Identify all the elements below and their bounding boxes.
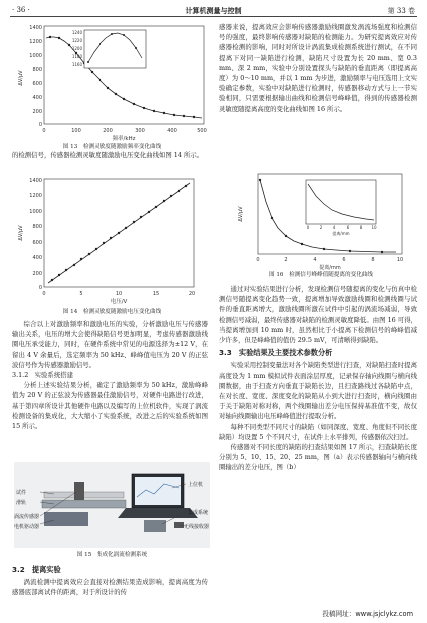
paragraph: 通过对实验结果进行分析，发现检测信号随提离的变化与仿真中检测信号随提离变化趋势一致，提离增加导致激励线圈和检测线圈与试件的垂直距离增大，激励线圈所激在试件中引起的涡流场减弱，导致检测信号减弱，最终传感器对缺陷的检测灵敏度降低。由图 16 可得，当提离增加到 10 mm 时，虽然相比于小提离下检测信号的峰峰值减少许多，但是峰峰值的值仍 29.5 mV，可清晰得到缺陷。 [219,285,417,345]
fig13-xlabel: 频率/kHz [112,136,136,142]
left-para-1 [12,150,208,160]
fig15-caption: 图 15 集成化涡流检测系统 [76,552,148,558]
fig14-xtick: 0 [42,291,46,297]
fig16-inset-xtick: 0 [306,225,310,230]
fig16-xtick: 8 [371,257,375,263]
figure-15 [14,462,210,558]
paragraph: 综合以上对激励频率和激励电压的实验，分析激励电压与传感器输出关系，电压的增大会使得缺陷信号更加明显，考虑传感器激励线圈电压承受能力，同时，在硬件系统中常见的电源选择为±12 V，在留出 4 V 余量后，选定频率为 50 kHz、峰峰值电压为 20 V 的正弦波信号作为传感器激励信号。 [12,320,208,369]
fig13-chart [14,22,210,142]
fig14-ytick: 800 [32,224,42,230]
fig14-ytick: 1200 [29,193,42,199]
fig13-ytick: 1000 [29,53,42,59]
footer-url: 投稿网址：www.jsjclykz.com [322,610,413,618]
fig15-label: 滑轨 [16,500,27,506]
journal-title: 计算机测量与控制 [185,6,242,15]
fig14-xtick: 10 [115,291,123,297]
figure-14 [14,173,210,315]
fig13-ytick: 0 [38,122,42,128]
fig14-ytick: 200 [32,271,42,277]
fig14-ytick: 400 [32,255,42,261]
paragraph: 传感器对不同长度的缺陷的扫查结果如图 17 所示，扫查缺陷长度分别为 5、10、15、20、25 mm，图（a）表示传感器轴向与横向线圈输出的差分电压，图（b） [219,443,417,472]
page-number: · 36 · [12,6,30,14]
fig13-inset-tick: 1160 [71,62,82,67]
fig13-xtick: 300 [135,128,145,134]
fig14-xlabel: 电压/V [110,299,128,305]
fig16-inset-xtick: 8 [359,225,363,230]
section-heading: 3.3 实验结果及主要技术参数分析 [219,348,333,358]
fig13-ytick: 800 [32,67,42,73]
fig13-ytick: 1200 [29,39,42,45]
fig16-chart [236,170,406,270]
fig13-inset-tick: 1200 [71,46,82,51]
fig13-ytick: 1400 [29,25,42,31]
fig13-inset-tick: 1240 [71,30,82,35]
fig14-ytick: 1400 [29,178,42,184]
paragraph: 的检测信号，传感器检测灵敏度随激励电压变化曲线如图 14 所示。 [12,151,204,159]
fig14-caption: 图 14 检测灵敏度随激励电压变化曲线 [62,309,162,315]
subsection-heading: 3.1.2 实验系统搭建 [12,371,73,380]
fig13-caption: 图 13 检测灵敏度随激励频率变化曲线 [62,144,162,150]
fig14-xtick: 20 [188,291,196,297]
fig13-ylabel: ΔV/μV [18,70,24,86]
fig13-ytick: 200 [32,109,42,115]
right-text-block-2 [219,284,417,473]
volume-number: 第 33 卷 [387,7,415,15]
fig16-xtick: 4 [313,257,317,263]
fig14-xtick: 5 [79,291,83,297]
fig15-label: 无线接收器 [184,524,210,530]
fig16-inset-xtick: 10 [371,225,377,230]
fig13-xtick: 500 [197,128,207,134]
fig13-xtick: 100 [71,128,81,134]
fig16-inset-xtick: 2 [319,225,323,230]
fig16-caption: 图 16 检测信号峰峰值随提离的变化曲线 [269,272,373,278]
fig13-inset-tick: 1180 [71,54,82,59]
right-text-block-1 [219,22,417,114]
header-rule [10,16,417,17]
fig13-xtick: 200 [103,128,113,134]
fig16-ylabel: ΔV/μV [238,206,244,222]
fig14-xtick: 15 [152,291,160,297]
fig15-label: 电机驱动器 [14,524,40,530]
paragraph: 分析上述实验结果分析，确定了激励频率为 50 kHz，激励峰峰值为 20 V 的正弦波为传感器最佳激励信号，对硬件电路进行改进，基于第四章所设计其他硬件电路以及编写的上位机软件，实现了涡流检测设备的集成化，大大缩小了实验系统，改进之后的实验系统如图 15 所示。 [12,381,208,431]
section-heading: 3.2 提离实验 [12,565,61,574]
fig16-inset-xtick: 6 [346,225,350,230]
fig14-chart [14,173,210,305]
fig13-inset-tick: 1220 [71,38,82,43]
fig15-photo [14,462,210,548]
fig15-label: 集成系统 [188,510,209,516]
fig16-inset [306,180,376,224]
fig15-label: 涡流传感器 [14,514,40,520]
fig16-inset-xlabel: 提离/mm [332,231,350,236]
fig13-xtick: 0 [42,128,46,134]
fig16-xlabel: 提离/mm [319,265,341,270]
fig13-ytick: 600 [32,81,42,87]
paragraph: 实验采用控制变量法对各个缺陷类型进行扫查，对缺陷扫查时提离高度设为 1 mm 模拟试件表面涂层厚度，记录保存轴向线圈与横向线圈数据，由于扫查方向垂直于缺陷长边，且扫查路线过各缺陷中点，在对长度、宽度、深度变化的缺陷从小到大进行扫查时，横向线圈由于关于缺陷对称对称，两个线圈输出差分电压保持基准值不变，故仅对轴向线圈输出电压峰峰值进行提取分析。 [219,361,417,421]
fig14-ytick: 1000 [29,209,42,215]
fig14-ylabel: ΔV/μV [18,225,24,241]
fig15-label: 上位机 [188,482,204,488]
paragraph: 感器来说，提离效应会影响传感器激励线圈激发涡流场强度和检测信号的强度，最终影响传感器对缺陷的检测能力。为研究提离效应对传感器检测的影响，同时对所设计涡流集成检测系统进行测试，在不同提离下对同一缺陷进行检测，缺陷尺寸设置为长 20 mm、宽 0.3 mm、深 2 mm，实验中分别设置探头与缺陷的垂直距离（即提离高度）为 0～10 mm，并以 1 mm 为步进，激励频率与电压选用上文实验确定参数，实验中对缺陷进行检测时，传感器移动方式与上一节实验相同，只需要根据输出曲线和检测信号峰峰值，得到的传感器检测灵敏度随提离高度的变化曲线如图 16 所示。 [219,23,417,113]
left-text-block-2 [12,562,208,598]
fig16-xtick: 0 [256,257,260,263]
figure-16 [236,170,406,278]
figure-13 [14,22,210,150]
paragraph: 每种不同类型不同尺寸的缺陷（如同深度、宽度、角度但不同长度缺陷）均设置 5 个不同尺寸，在试件上水平排列，传感器依次扫过。 [219,422,417,441]
fig14-ytick: 600 [32,240,42,246]
fig13-ytick: 400 [32,95,42,101]
fig16-xtick: 10 [396,257,404,263]
fig16-inset-xtick: 4 [332,225,336,230]
paragraph: 涡流检测中提离效应会直接对检测结果造成影响，提离高度为传感器底部离试件的距离，对于所设计的传 [12,578,208,597]
fig13-xtick: 400 [167,128,177,134]
fig14-ytick: 0 [38,285,42,291]
fig15-label: 试件 [16,490,27,496]
fig16-xtick: 6 [342,257,346,263]
fig16-xtick: 2 [284,257,288,263]
left-text-block [12,319,208,431]
